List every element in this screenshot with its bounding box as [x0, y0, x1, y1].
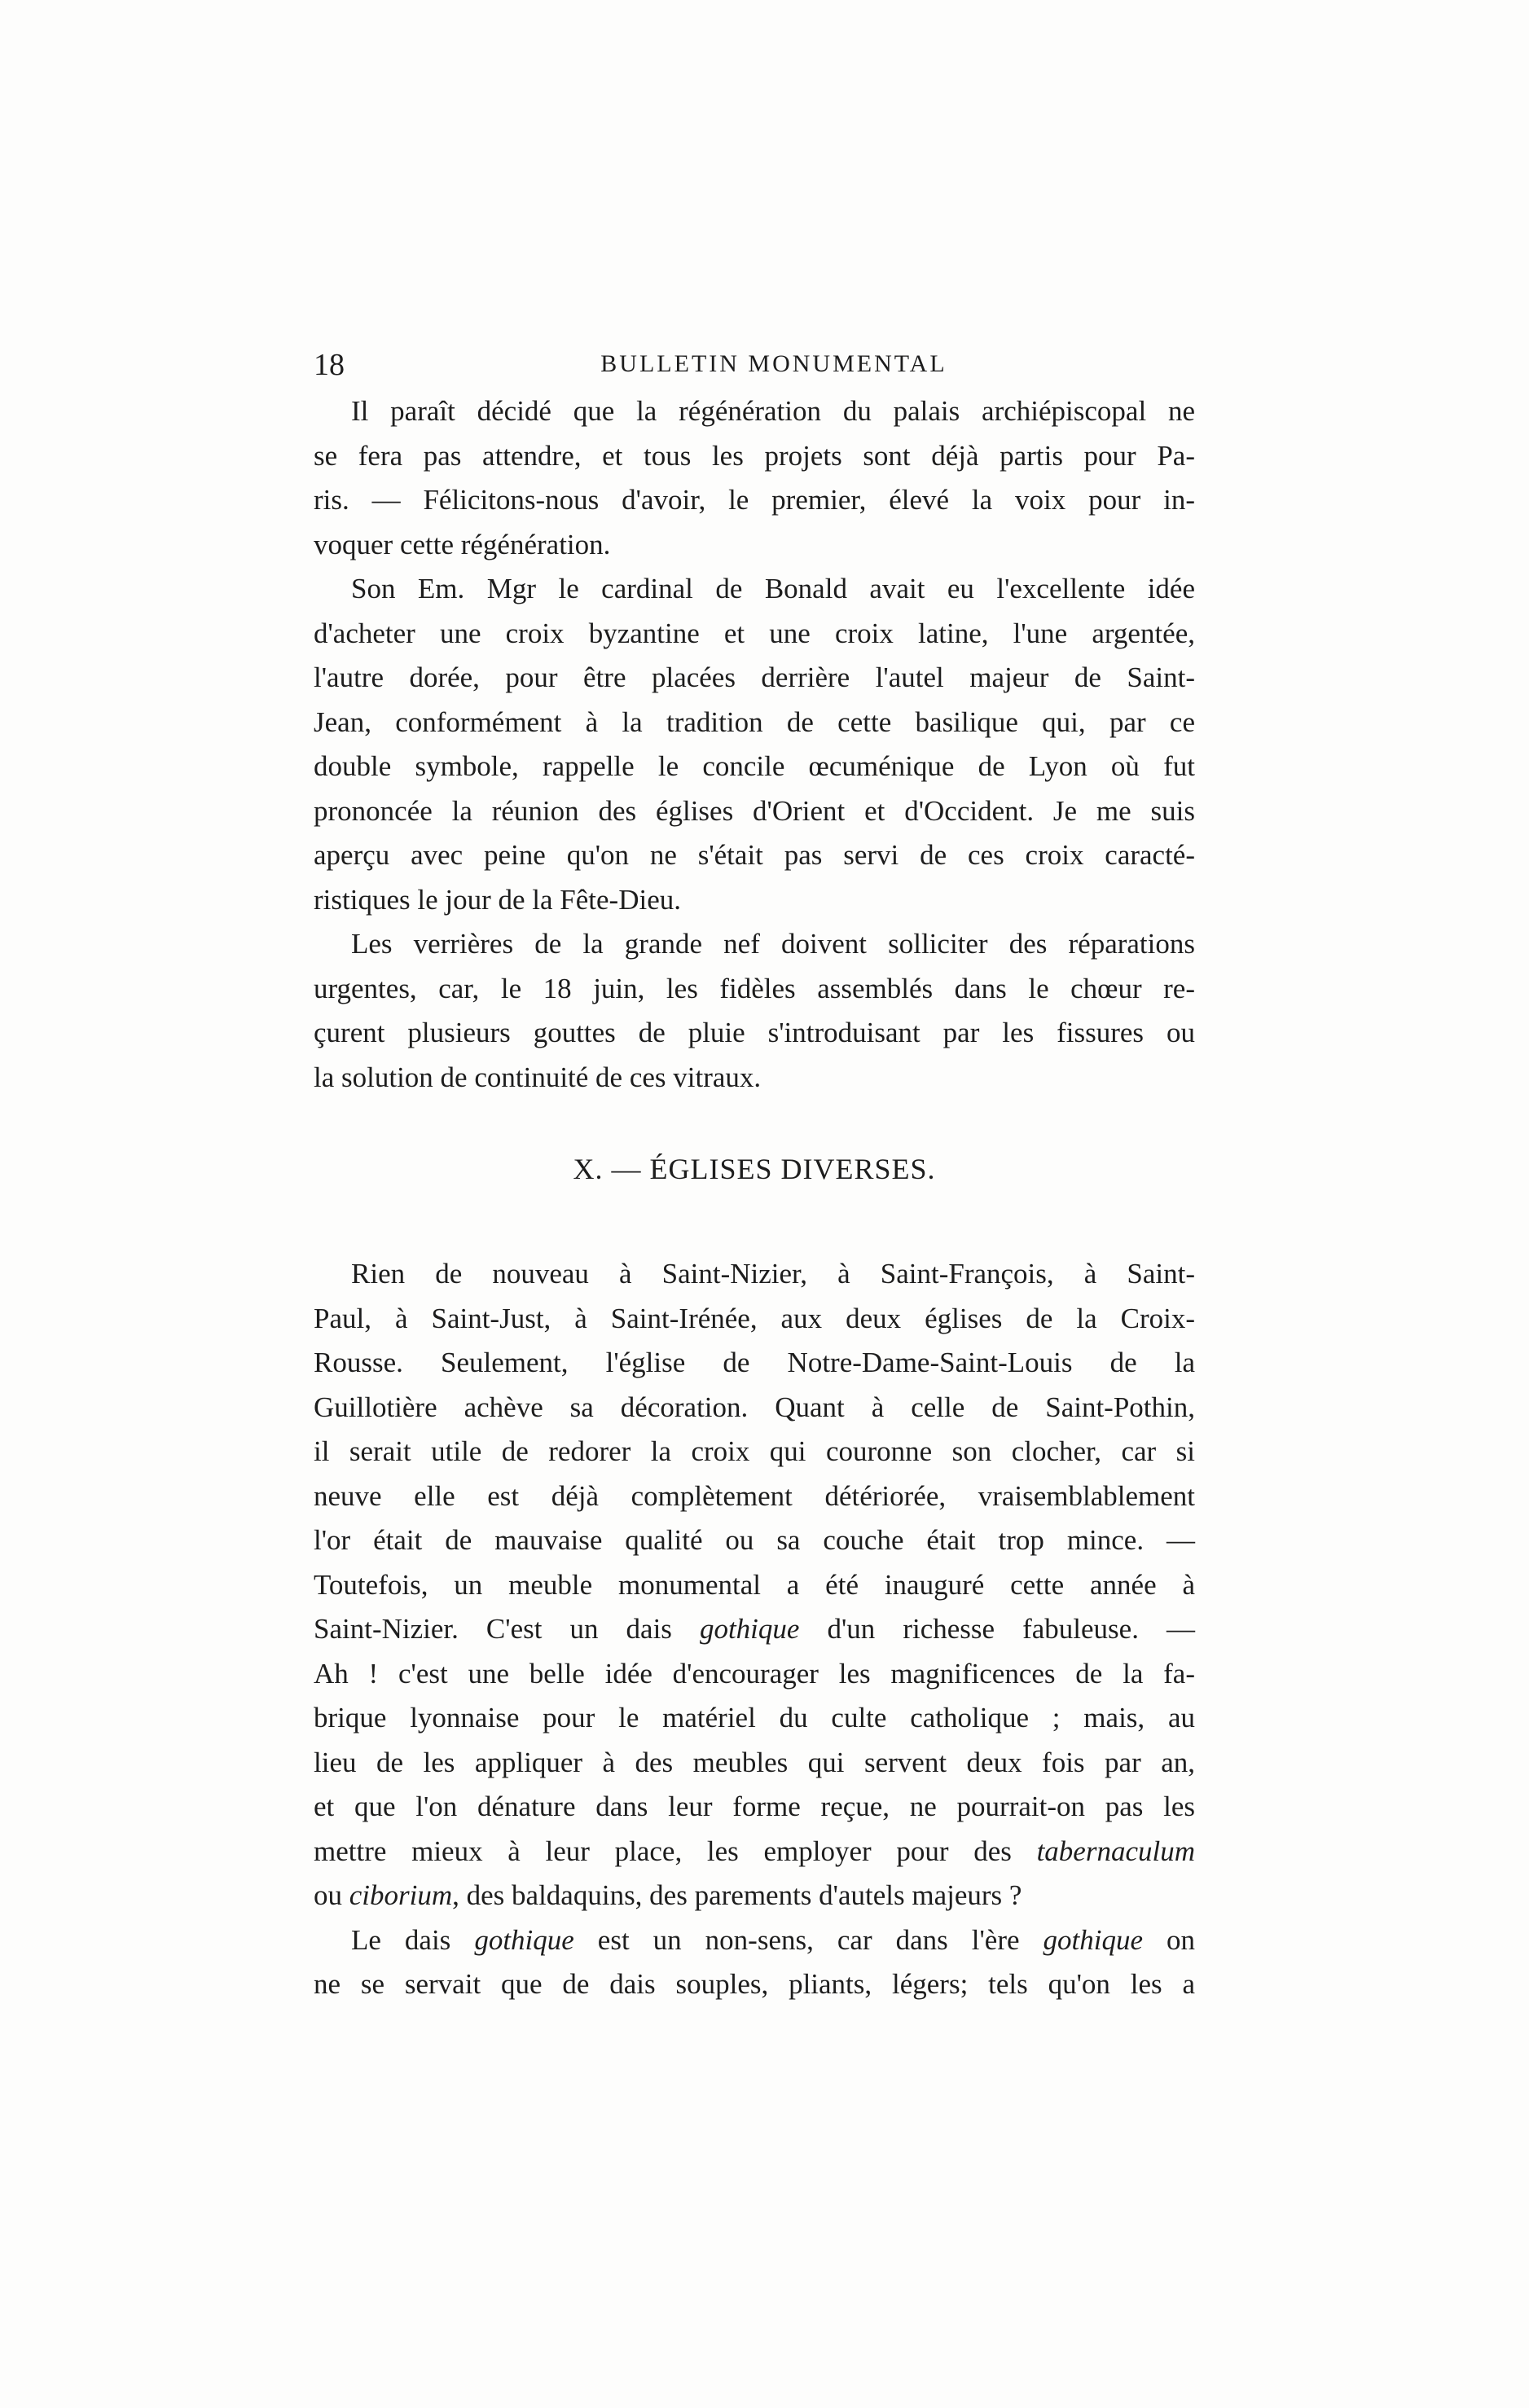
text-line: ne se servait que de dais souples, pliants, légers; tels qu'on les a [314, 1968, 1195, 2000]
text-line: ristiques le jour de la Fête-Dieu. [314, 883, 681, 916]
paragraph-dais [314, 1918, 1195, 2007]
text-line: çurent plusieurs gouttes de pluie s'introduisant par les fissures ou [314, 1017, 1195, 1048]
body-text [314, 389, 1195, 2007]
text-line: brique lyonnaise pour le matériel du culte catholique ; mais, au [314, 1702, 1195, 1733]
text-line: la solution de continuité de ces vitraux. [314, 1061, 762, 1093]
text-line: prononcée la réunion des églises d'Orient et d'Occident. Je me suis [314, 794, 1195, 827]
text-line: voquer cette régénération. [314, 528, 611, 560]
text-line: aperçu avec peine qu'on ne s'était pas servi de ces croix caracté- [314, 839, 1195, 871]
text-line: lieu de les appliquer à des meubles qui servent deux fois par an, [314, 1746, 1195, 1778]
text-line: l'or était de mauvaise qualité ou sa couche était trop mince. — [314, 1524, 1195, 1556]
text-line: Saint-Nizier. C'est un dais gothique d'un richesse fabuleuse. — [314, 1613, 1195, 1645]
text-line: se fera pas attendre, et tous les projets sont déjà partis pour Pa- [314, 439, 1195, 472]
text-line: mettre mieux à leur place, les employer pour des tabernaculum [314, 1835, 1195, 1867]
text-line: Il paraît décidé que la régénération du palais archiépiscopal ne [351, 395, 1195, 427]
text-line: Ah ! c'est une belle idée d'encourager les magnificences de la fa- [314, 1657, 1195, 1690]
page-header [314, 341, 1234, 389]
text-line: Toutefois, un meuble monumental a été inauguré cette année à [314, 1568, 1195, 1601]
text-line: Son Em. Mgr le cardinal de Bonald avait eu l'excellente idée [351, 573, 1195, 604]
text-line: Jean, conformément à la tradition de cette basilique qui, par ce [314, 705, 1195, 738]
text-line: Les verrières de la grande nef doivent solliciter des réparations [351, 928, 1195, 960]
text-line: urgentes, car, le 18 juin, les fidèles assemblés dans le chœur re- [314, 972, 1195, 1004]
text-line: neuve elle est déjà complètement détériorée, vraisemblablement [314, 1479, 1195, 1512]
text-line: Guillotière achève sa décoration. Quant à celle de Saint-Pothin, [314, 1391, 1195, 1423]
text-line: ou ciborium, des baldaquins, des parements d'autels majeurs ? [314, 1879, 1022, 1911]
running-title: BULLETIN MONUMENTAL [600, 350, 947, 377]
paragraph-croix [314, 567, 1195, 922]
page-number: 18 [314, 348, 345, 382]
text-line: l'autre dorée, pour être placées derrière l'autel majeur de Saint- [314, 661, 1195, 693]
text-line: d'acheter une croix byzantine et une croix latine, l'une argentée, [314, 617, 1195, 649]
text-line: Paul, à Saint-Just, à Saint-Irénée, aux deux églises de la Croix- [314, 1302, 1195, 1334]
paragraph-palais [314, 389, 1195, 567]
text-line: double symbole, rappelle le concile œcuménique de Lyon où fut [314, 750, 1195, 782]
text-line: il serait utile de redorer la croix qui couronne son clocher, car si [314, 1435, 1195, 1467]
paragraph-verrieres [314, 922, 1195, 1100]
text-line: ris. — Félicitons-nous d'avoir, le premier, élevé la voix pour in- [314, 484, 1195, 516]
text-line: Rousse. Seulement, l'église de Notre-Dame-Saint-Louis de la [314, 1347, 1195, 1378]
text-line: et que l'on dénature dans leur forme reçue, ne pourrait-on pas les [314, 1791, 1195, 1822]
text-line: Le dais gothique est un non-sens, car dans l'ère gothique on [351, 1923, 1196, 1956]
paragraph-eglises [314, 1252, 1195, 1918]
section-heading: X. — ÉGLISES DIVERSES. [573, 1153, 936, 1185]
text-line: Rien de nouveau à Saint-Nizier, à Saint-François, à Saint- [351, 1258, 1195, 1290]
